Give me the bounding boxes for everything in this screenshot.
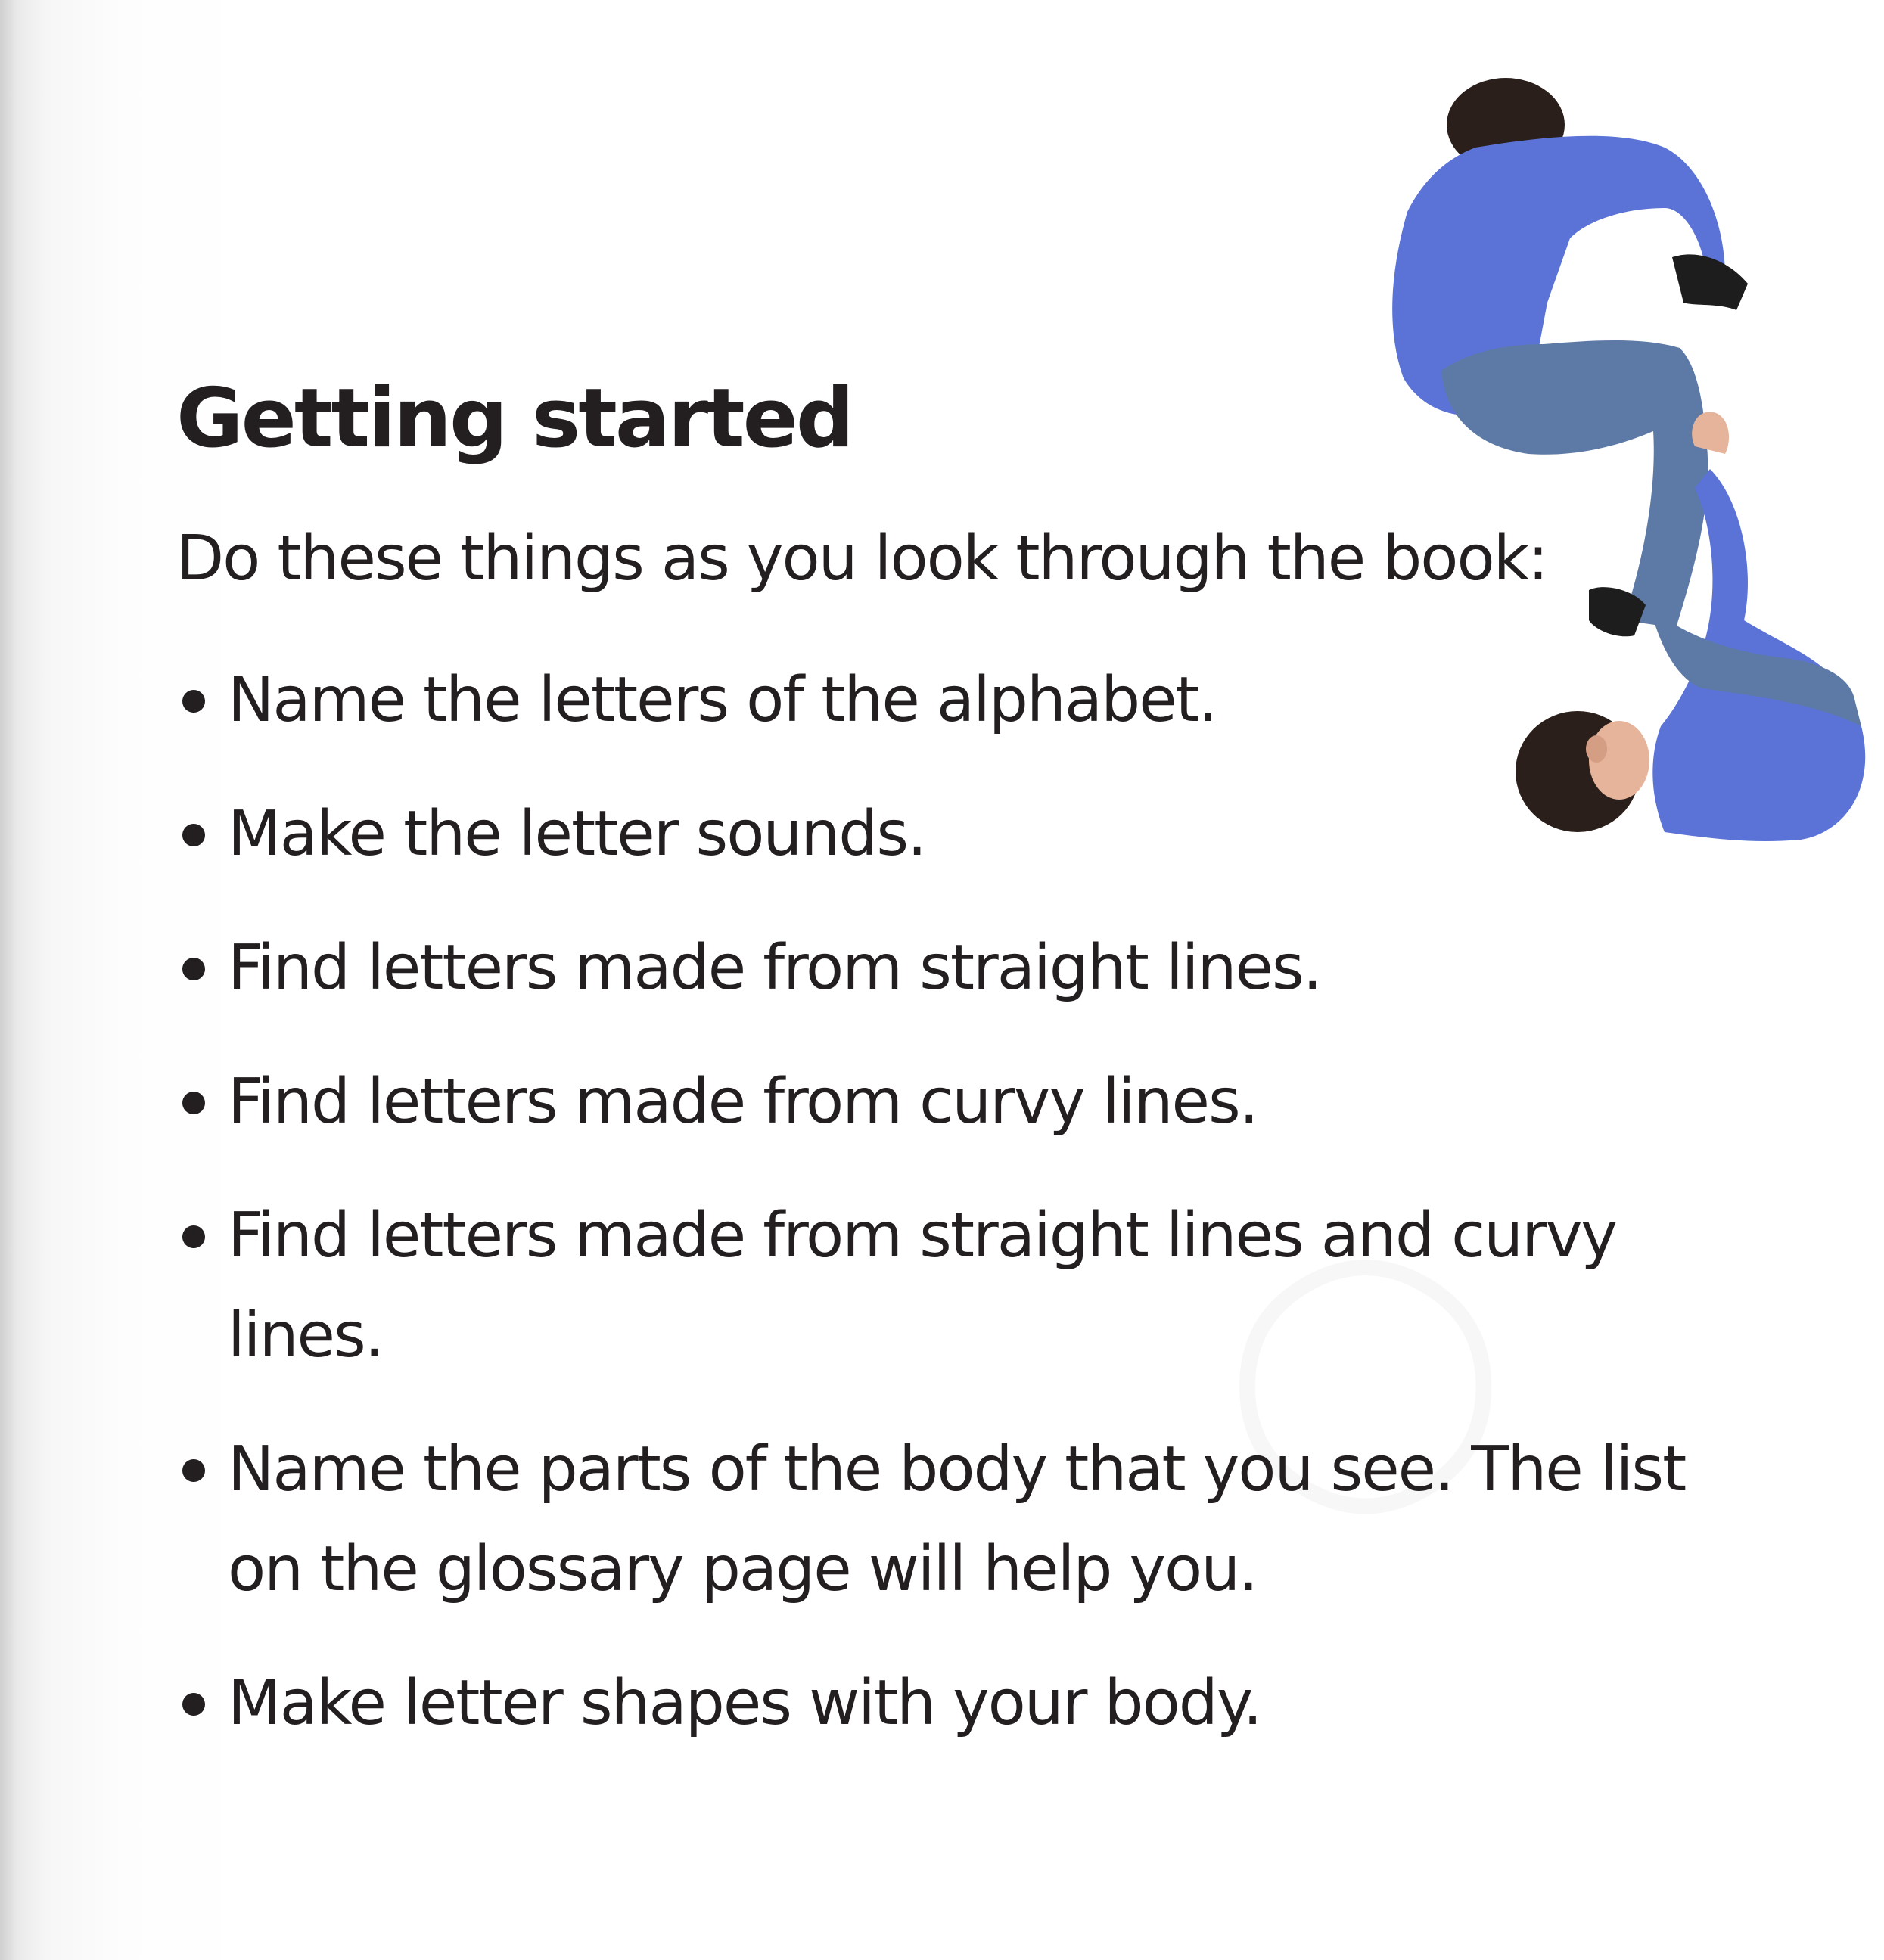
list-item <box>176 1654 1750 1753</box>
list-item-text: Find letters made from straight lines and curvy lines. <box>228 1200 1616 1371</box>
list-item-text: Find letters made from straight lines. <box>228 932 1321 1004</box>
list-item-text: Name the parts of the body that you see. The list on the glossary page will help you. <box>228 1434 1686 1605</box>
list-item <box>176 1420 1750 1620</box>
bullet-icon <box>182 824 205 846</box>
top-boy-jeans <box>1441 340 1708 628</box>
list-item <box>176 1186 1750 1386</box>
bullet-icon <box>182 1459 205 1482</box>
list-item-text: Name the letters of the alphabet. <box>228 664 1217 736</box>
list-item-text: Find letters made from curvy lines. <box>228 1066 1258 1138</box>
bullet-icon <box>182 1225 205 1248</box>
list-item <box>176 918 1750 1018</box>
list-item-text: Make the letter sounds. <box>228 798 926 870</box>
bullet-icon <box>182 958 205 980</box>
faint-background-letters: ◯ <box>1226 1220 1521 1511</box>
bullet-icon <box>182 1092 205 1114</box>
list-item-text: Make letter shapes with your body. <box>228 1667 1261 1739</box>
bullet-icon <box>182 1693 205 1716</box>
letter-s-boys-photo <box>1362 76 1876 870</box>
bullet-icon <box>182 690 205 713</box>
intro-text: Do these things as you look through the book: <box>176 523 1547 595</box>
page-heading: Getting started <box>176 371 853 466</box>
list-item <box>176 1052 1750 1152</box>
